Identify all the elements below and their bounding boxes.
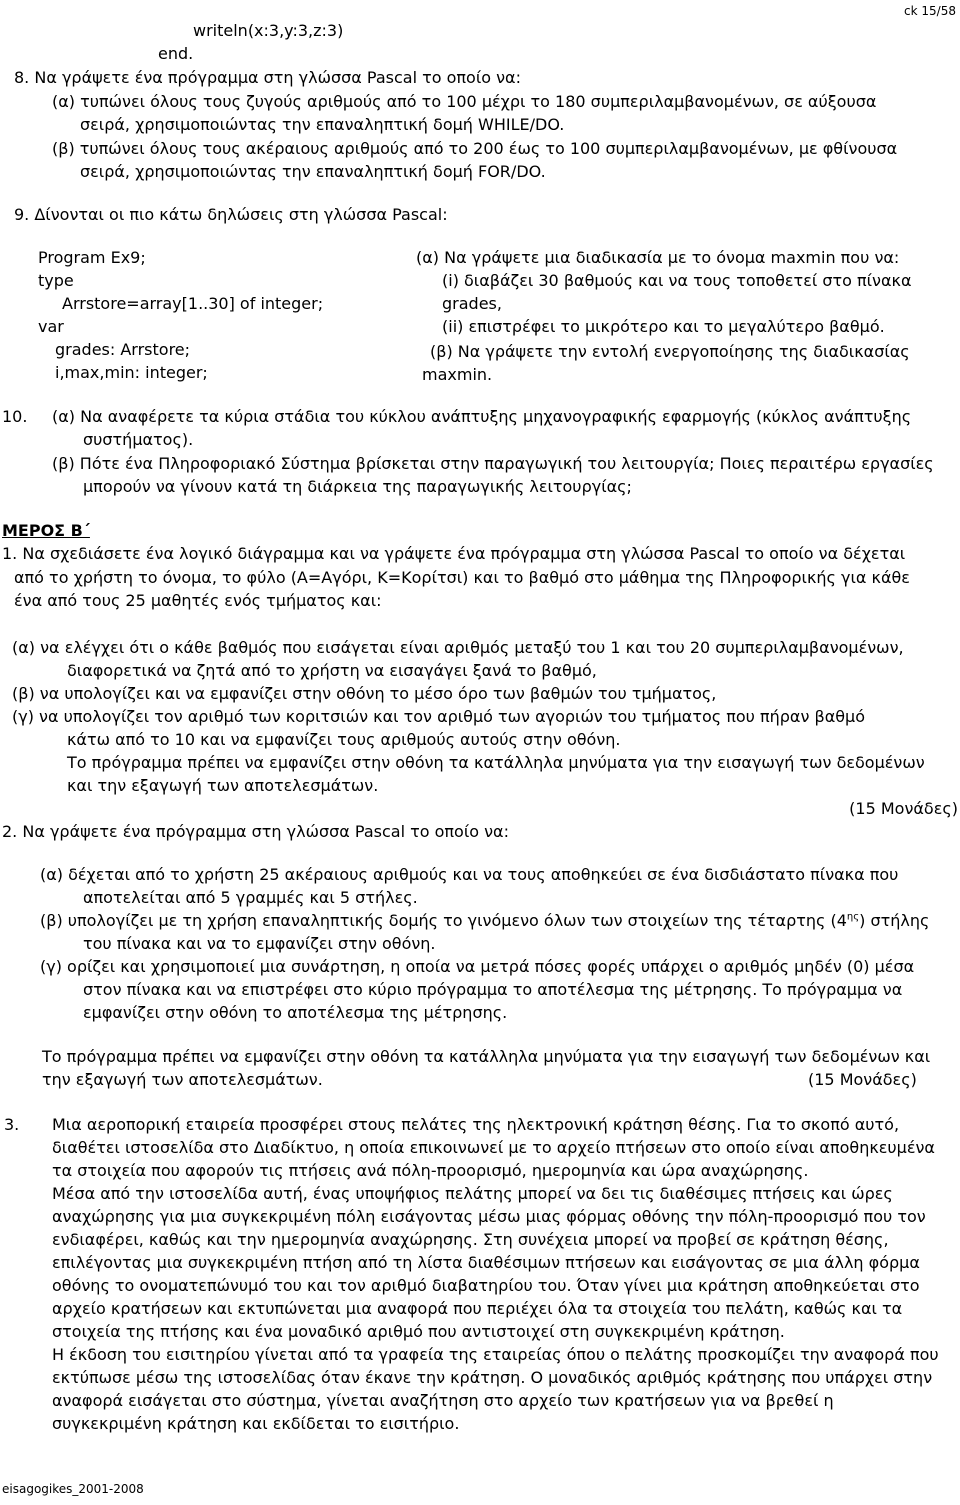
question-8-intro: 8. Να γράψετε ένα πρόγραμμα στη γλώσσα Pascal το οποίο να: xyxy=(14,68,521,87)
part-b-question-1-note-cont: και την εξαγωγή των αποτελεσμάτων. xyxy=(67,776,379,795)
question-9-intro: 9. Δίνονται οι πιο κάτω δηλώσεις στη γλώσσα Pascal: xyxy=(14,205,448,224)
part-b-question-3-line: Μια αεροπορική εταιρεία προσφέρει στους πελάτες της ηλεκτρονική κράτηση θέσης. Για το σκοπό αυτό, xyxy=(52,1115,900,1134)
part-b-question-3-line: εκτύπωσε μέσω της ιστοσελίδας όταν έκανε την κράτηση. Ο μοναδικός αριθμός κράτησης που υπάρχει στην xyxy=(52,1368,933,1387)
part-b-question-3-line: Μέσα από την ιστοσελίδα αυτή, ένας υποψήφιος πελάτης μπορεί να δει τις διαθέσιμες πτήσεις και ώρες xyxy=(52,1184,893,1203)
part-b-question-3-line: διαθέτει ιστοσελίδα στο Διαδίκτυο, η οποία επικοινωνεί με το αρχείο πτήσεων στο οποίο είναι αποθηκευμένα xyxy=(52,1138,935,1157)
part-b-question-2-a-cont: αποτελείται από 5 γραμμές και 5 στήλες. xyxy=(83,888,418,907)
question-9-task: (i) διαβάζει 30 βαθμούς και να τους τοποθετεί στο πίνακα xyxy=(442,271,912,290)
pascal-code-line: Program Ex9; xyxy=(38,248,146,267)
part-b-question-3-line: τα στοιχεία που αφορούν τις πτήσεις ανά πόλη-προορισμό, ημερομηνία και ώρα αναχώρησης. xyxy=(52,1161,809,1180)
question-8-part-a-cont: σειρά, χρησιμοποιώντας την επαναληπτική δομή WHILE/DO. xyxy=(80,115,565,134)
part-b-question-2-note-cont: την εξαγωγή των αποτελεσμάτων. xyxy=(42,1070,323,1089)
part-b-question-2-b-cont: του πίνακα και να το εμφανίζει στην οθόνη. xyxy=(83,934,436,953)
part-b-question-2-c-cont: στον πίνακα και να επιστρέφει στο κύριο πρόγραμμα το αποτέλεσμα της μέτρησης. Το πρόγραμμα να xyxy=(83,980,903,999)
pascal-code-line: type xyxy=(38,271,74,290)
pascal-code-line: Arrstore=array[1..30] of integer; xyxy=(62,294,324,313)
question-9-task: (ii) επιστρέφει το μικρότερο και το μεγαλύτερο βαθμό. xyxy=(442,317,885,336)
question-9-task: maxmin. xyxy=(422,365,493,384)
question-9-task: (α) Να γράψετε μια διαδικασία με το όνομα maxmin που να: xyxy=(416,248,900,267)
question-10-part-b-cont: μπορούν να γίνουν κατά τη διάρκεια της παραγωγικής λειτουργίας; xyxy=(83,477,632,496)
part-b-question-3-line: Η έκδοση του εισιτηρίου γίνεται από τα γραφεία της εταιρείας όπου ο πελάτης προσκομίζει την αναφορά που xyxy=(52,1345,939,1364)
question-9-task: (β) Να γράψετε την εντολή ενεργοποίησης της διαδικασίας xyxy=(430,342,910,361)
part-b-question-3-line: αναφορά εισάγεται στο σύστημα, γίνεται αναζήτηση στο αρχείο των κρατήσεων για να βρεθεί η xyxy=(52,1391,834,1410)
part-b-question-3-line: στοιχεία της πτήσης και ένα μοναδικό αριθμό που αντιστοιχεί στη συγκεκριμένη κράτηση. xyxy=(52,1322,785,1341)
marks: (15 Μονάδες) xyxy=(808,1070,917,1089)
question-8-part-a: (α) τυπώνει όλους τους ζυγούς αριθμούς από το 100 μέχρι το 180 συμπεριλαμβανομένων, σε αύξουσα xyxy=(52,92,877,111)
pascal-code-line: var xyxy=(38,317,64,336)
part-b-question-3-line: αναχώρησης για μια συγκεκριμένη πόλη εισάγοντας μέσω μιας φόρμας οθόνης την πόλη-προορισμό που τον xyxy=(52,1207,926,1226)
part-b-question-2-c-cont: εμφανίζει στην οθόνη το αποτέλεσμα της μέτρησης. xyxy=(83,1003,508,1022)
code-line: writeln(x:3,y:3,z:3) xyxy=(193,21,344,40)
part-b-question-1: 1. Να σχεδιάσετε ένα λογικό διάγραμμα και να γράψετε ένα πρόγραμμα στη γλώσσα Pascal το οποίο να δέχεται xyxy=(2,544,906,563)
section-title: ΜΕΡΟΣ Β΄ xyxy=(2,521,90,540)
part-b-question-3-line: οθόνης το ονοματεπώνυμό του και τον αριθμό διαβατηρίου του. Όταν γίνει μια κράτηση αποθηκεύεται στο xyxy=(52,1276,920,1295)
part-b-question-1-c: (γ) να υπολογίζει τον αριθμό των κοριτσιών και τον αριθμό των αγοριών του τμήματος που πήραν βαθμό xyxy=(12,707,865,726)
part-b-question-2-a: (α) δέχεται από το χρήστη 25 ακέραιους αριθμούς και να τους αποθηκεύει σε ένα δισδιάστατο πίνακα που xyxy=(40,865,899,884)
question-10-part-a: (α) Να αναφέρετε τα κύρια στάδια του κύκλου ανάπτυξης μηχανογραφικής εφαρμογής (κύκλος ανάπτυξης xyxy=(52,407,912,426)
footer-label: eisagogikes_2001-2008 xyxy=(2,1482,144,1496)
part-b-question-1-b: (β) να υπολογίζει και να εμφανίζει στην οθόνη το μέσο όρο των βαθμών του τμήματος, xyxy=(12,684,717,703)
part-b-question-3-line: συγκεκριμένη κράτηση και εκδίδεται το εισιτήριο. xyxy=(52,1414,460,1433)
part-b-question-2-note: Το πρόγραμμα πρέπει να εμφανίζει στην οθόνη τα κατάλληλα μηνύματα για την εισαγωγή των δεδομένων και xyxy=(42,1047,931,1066)
part-b-question-1-cont: ένα από τους 25 μαθητές ενός τμήματος και: xyxy=(14,591,382,610)
part-b-question-3-number: 3. xyxy=(4,1115,20,1134)
part-b-question-1-a: (α) να ελέγχει ότι ο κάθε βαθμός που εισάγεται είναι αριθμός μεταξύ του 1 και του 20 συμπεριλαμβανομένων, xyxy=(12,638,904,657)
part-b-question-2: 2. Να γράψετε ένα πρόγραμμα στη γλώσσα Pascal το οποίο να: xyxy=(2,822,509,841)
part-b-question-3-line: ενδιαφέρει, καθώς και την ημερομηνία αναχώρησης. Στη συνέχεια μπορεί να προβεί σε κράτηση θέσης, xyxy=(52,1230,889,1249)
part-b-question-1-a-cont: διαφορετικά να ζητά από το χρήστη να εισαγάγει ξανά το βαθμό, xyxy=(67,661,597,680)
question-8-part-b: (β) τυπώνει όλους τους ακέραιους αριθμούς από το 200 έως το 100 συμπεριλαμβανομένων, με φθίνουσα xyxy=(52,139,898,158)
part-b-question-2-b: (β) υπολογίζει με τη χρήση επαναληπτικής δομής το γινόμενο όλων των στοιχείων της τέταρτης $(4^{\eta\varsigma})$ στήλης xyxy=(40,911,930,930)
part-b-question-1-c-cont: κάτω από το 10 και να εμφανίζει τους αριθμούς αυτούς στην οθόνη. xyxy=(67,730,621,749)
question-9-task: grades, xyxy=(442,294,502,313)
pascal-code-line: i,max,min: integer; xyxy=(55,363,208,382)
pascal-code-line: grades: Arrstore; xyxy=(55,340,191,359)
part-b-question-2-c: (γ) ορίζει και χρησιμοποιεί μια συνάρτηση, η οποία να μετρά πόσες φορές υπάρχει ο αριθμός μηδέν (0) μέσα xyxy=(40,957,915,976)
page-reference: ck 15/58 xyxy=(904,4,956,18)
superscript: ης xyxy=(846,911,860,923)
question-10-part-a-cont: συστήματος). xyxy=(83,430,194,449)
part-b-question-3-line: επιλέγοντας μια συγκεκριμένη πτήση από τη λίστα διαθέσιμων πτήσεων και εισάγοντας σε μια άλλη φόρμα xyxy=(52,1253,920,1272)
question-10-part-b: (β) Πότε ένα Πληροφοριακό Σύστημα βρίσκεται στην παραγωγική του λειτουργία; Ποιες περαιτέρω εργασίες xyxy=(52,454,934,473)
part-b-question-1-cont: από το χρήστη το όνομα, το φύλο (Α=Αγόρι, Κ=Κορίτσι) και το βαθμό στο μάθημα της Πληροφορικής για κάθε xyxy=(14,568,910,587)
question-10-number: 10. xyxy=(2,407,28,426)
code-line: end. xyxy=(158,44,194,63)
marks: (15 Μονάδες) xyxy=(849,799,958,818)
part-b-question-1-note: Το πρόγραμμα πρέπει να εμφανίζει στην οθόνη τα κατάλληλα μηνύματα για την εισαγωγή των δεδομένων xyxy=(67,753,925,772)
part-b-question-3-line: αρχείο κρατήσεων και εκτυπώνεται μια αναφορά που περιέχει όλα τα στοιχεία του πελάτη, καθώς και τα xyxy=(52,1299,903,1318)
question-8-part-b-cont: σειρά, χρησιμοποιώντας την επαναληπτική δομή FOR/DO. xyxy=(80,162,546,181)
